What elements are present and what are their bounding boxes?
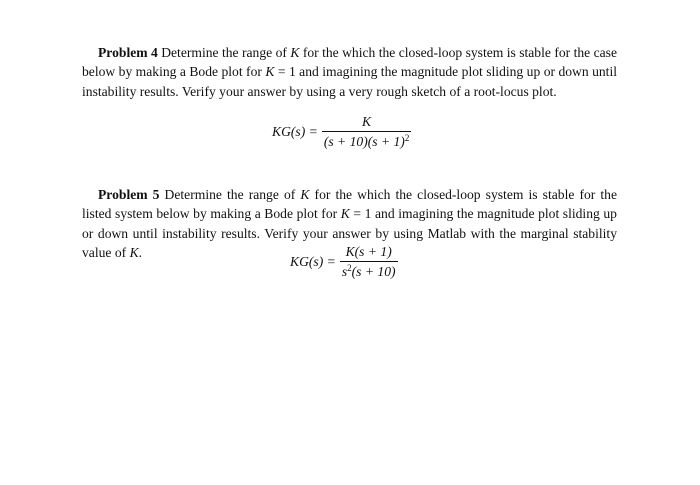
problem-5-var-k-end: K — [129, 245, 139, 261]
problem-4-denominator — [322, 131, 412, 150]
problem-5-numerator: K(s + 1) — [345, 244, 392, 259]
problem-5-fraction — [340, 244, 398, 280]
problem-4-label: Problem 4 — [98, 44, 158, 60]
problem-4-k-eq-one: = 1 — [274, 64, 296, 80]
problem-4-var-k: K — [290, 44, 300, 60]
problem-5-k-eq-one: = 1 — [349, 206, 372, 222]
problem-4-numerator: K — [362, 114, 372, 129]
problem-4-equation-lhs: KG(s) = — [272, 124, 318, 139]
problem-5-denominator-base: s — [341, 264, 348, 279]
problem-5-denominator — [340, 261, 398, 280]
problem-4-equation — [272, 114, 411, 150]
problem-5-text-b: for the which the closed-loop system is stable for the listed system below by making a Bode plot for — [82, 186, 618, 222]
problem-4-fraction — [322, 114, 412, 150]
problem-5-denominator-rest: (s + 10) — [351, 264, 396, 279]
problem-4-paragraph — [82, 43, 617, 102]
problem-4-text-b: for the which the closed-loop system is stable for the case below by making a Bode plot for — [82, 44, 617, 80]
problem-5-text-a: Determine the range of — [159, 186, 301, 202]
problem-5-text-d: . — [138, 245, 143, 261]
problem-5-denominator-exponent: 2 — [347, 263, 352, 273]
problem-4-denominator-base: (s + 10)(s + 1) — [323, 134, 405, 149]
problem-5-label: Problem 5 — [98, 186, 160, 202]
problem-4-denominator-exponent: 2 — [404, 133, 410, 143]
problem-5-equation — [290, 244, 398, 280]
problem-4-text-a: Determine the range of — [157, 44, 291, 60]
problem-5-equation-lhs: KG(s) = — [290, 254, 336, 269]
problem-5-var-k: K — [300, 186, 310, 202]
problem-5-text-c: and imagining the magnitude plot sliding up or down until instability results. Verify your answer by using Matlab with the marginal stability value of — [82, 206, 617, 261]
problem-5-var-k-2: K — [340, 206, 350, 222]
problem-4-text-c: and imagining the magnitude plot sliding up or down until instability results. Verify your answer by using a very rough sketch of a root-locus plot. — [82, 64, 618, 99]
problem-4-var-k-2: K — [265, 64, 275, 80]
